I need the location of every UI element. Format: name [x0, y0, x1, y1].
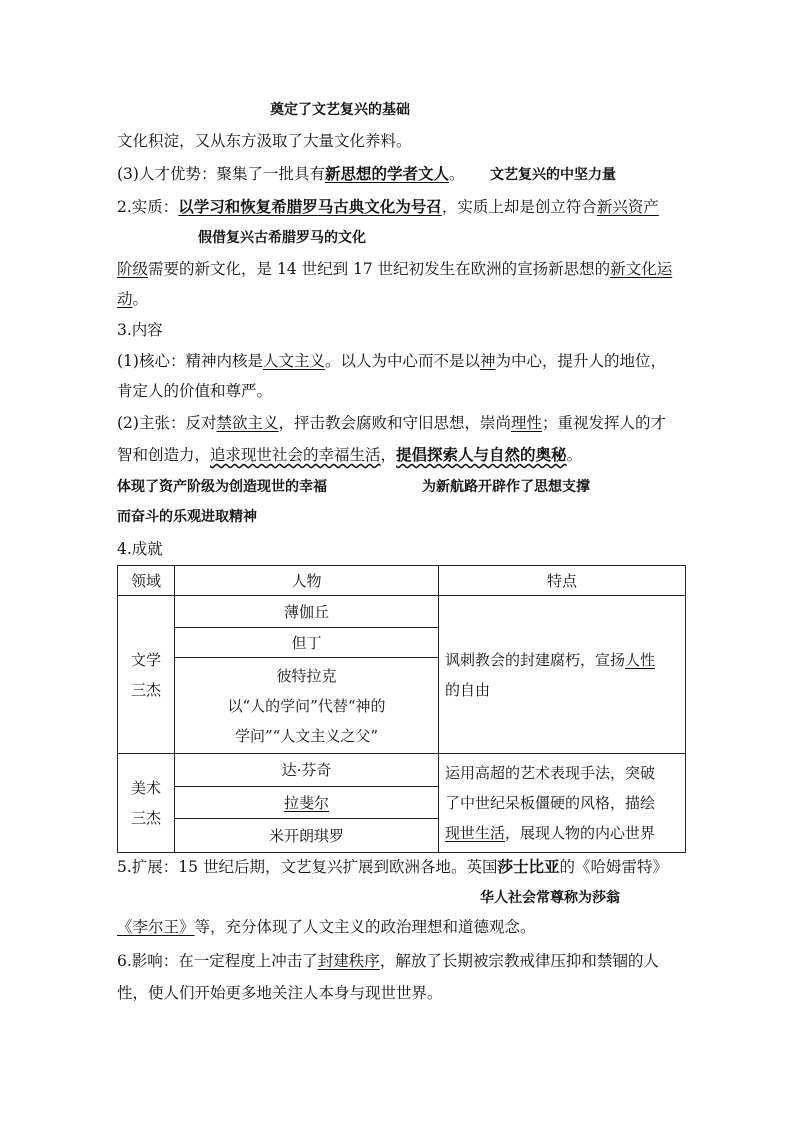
text: (3)人才优势：聚集了一批具有 [117, 165, 325, 183]
text: ，展现人物的内心世界 [505, 824, 656, 842]
text: ，实质上却是创立符合 [441, 198, 597, 216]
text: 需要的新文化，是 14 世纪到 17 世纪初发生在欧洲的宣扬新思想的 [148, 260, 611, 278]
paragraph-line: 文化积淀，又从东方汲取了大量文化养料。 [117, 132, 412, 150]
annotation-foundation: 奠定了文艺复兴的基础 [270, 102, 410, 118]
header-field: 领域 [118, 566, 175, 596]
underlined-text: 新兴资产 [596, 198, 659, 216]
person-cell [175, 786, 439, 819]
text: 等，充分体现了人文主义的政治理想和道德观念。 [194, 918, 536, 936]
header-feature: 特点 [439, 566, 686, 596]
paragraph-line: 性，使人们开始更多地关注人本身与现世世界。 [117, 984, 443, 1002]
annotation-shakespeare: 华人社会常尊称为莎翁 [480, 890, 620, 906]
person-cell: 薄伽丘 [175, 596, 439, 628]
text: ，抨击教会腐败和守旧思想，崇尚 [278, 414, 511, 432]
annotation-happiness: 而奋斗的乐观进取精神 [117, 509, 257, 525]
underlined-text: 以学习和恢复希腊罗马古典文化为号召 [178, 198, 442, 216]
field-label: 文学 [130, 650, 161, 669]
table-row [118, 596, 686, 628]
person-cell: 达·芬奇 [175, 754, 439, 787]
table-row [118, 754, 686, 787]
section-heading: 3.内容 [117, 321, 163, 339]
person-note: 学问”“人文主义之父” [234, 726, 378, 745]
person-cell: 米开朗琪罗 [175, 819, 439, 853]
text: (2)主张：反对 [117, 414, 217, 432]
feature-literature [439, 596, 686, 754]
paragraph-line: 肯定人的价值和尊严。 [117, 382, 273, 400]
person-name: 彼特拉克 [276, 666, 337, 685]
underlined-text: 《李尔王》 [117, 918, 195, 936]
annotation-core-force: 文艺复兴的中坚力量 [490, 167, 616, 183]
person-cell: 但丁 [175, 628, 439, 658]
achievements-table [117, 565, 686, 853]
text: 6.影响：在一定程度上冲击了 [117, 952, 318, 970]
paragraph-line [117, 445, 582, 465]
bold-text: 莎士比亚 [497, 858, 560, 876]
field-literature [118, 596, 175, 754]
wavy-underlined-text: 提倡探索人与自然的奥秘 [396, 446, 567, 464]
underlined-text: 动 [117, 290, 133, 308]
paragraph-line [117, 857, 668, 877]
paragraph-line [117, 917, 536, 937]
underlined-text: 阶级 [117, 260, 149, 278]
underlined-text: 新文化运 [610, 260, 673, 278]
annotation-happiness: 体现了资产阶级为创造现世的幸福 [117, 479, 327, 495]
paragraph-line [117, 951, 659, 971]
text: 了中世纪呆板僵硬的风格，描绘 [445, 794, 656, 812]
underlined-text: 神 [480, 352, 496, 370]
annotation-navigation: 为新航路开辟作了思想支撑 [422, 479, 590, 495]
text: 智和创造力， [117, 446, 211, 464]
paragraph-line [117, 164, 465, 184]
underlined-text: 拉斐尔 [283, 793, 329, 812]
text: 5.扩展：15 世纪后期，文艺复兴扩展到欧洲各地。英国 [117, 858, 498, 876]
text: 2.实质： [117, 198, 179, 216]
annotation-fake: 假借复兴古希腊罗马的文化 [198, 230, 366, 246]
underlined-text: 现世生活 [445, 824, 506, 842]
paragraph-line [117, 351, 666, 371]
underlined-text: 封建秩序 [317, 952, 380, 970]
text: 。以人为中心而不是以 [324, 352, 480, 370]
text: (1)核心：精神内核是 [117, 352, 263, 370]
text: ；重视发挥人的才 [542, 414, 667, 432]
field-label: 三杰 [130, 680, 161, 699]
text: 。 [566, 446, 583, 464]
field-label: 三杰 [130, 809, 161, 827]
underlined-text: 人文主义 [262, 352, 325, 370]
text: ，解放了长期被宗教戒律压抑和禁锢的人 [379, 952, 659, 970]
underlined-text: 禁欲主义 [216, 414, 279, 432]
feature-art [439, 754, 686, 853]
text: ， [380, 446, 397, 464]
table-header-row [118, 566, 686, 596]
underlined-text: 人性 [625, 650, 656, 669]
paragraph-line [117, 197, 659, 217]
field-label: 美术 [130, 779, 161, 797]
field-art [118, 754, 175, 853]
paragraph-line [117, 413, 666, 433]
section-heading: 4.成就 [117, 540, 163, 558]
underlined-text: 新思想的学者文人 [324, 165, 449, 183]
header-person: 人物 [175, 566, 439, 596]
wavy-underlined-text: 追求现世社会的幸福生活 [210, 446, 381, 464]
paragraph-line [117, 259, 672, 279]
person-note: 以“人的学问”代替“神的 [227, 696, 386, 715]
text: 为中心，提升人的地位， [495, 352, 667, 370]
paragraph-line [117, 289, 148, 309]
person-cell [175, 658, 439, 754]
text: 。 [448, 165, 465, 183]
text: 讽刺教会的封建腐朽，宣扬 [445, 650, 626, 669]
text: 运用高超的艺术表现手法，突破 [445, 764, 656, 782]
text: 的自由 [445, 680, 491, 699]
underlined-text: 理性 [511, 414, 543, 432]
text: 的《哈姆雷特》 [559, 858, 668, 876]
text: 。 [132, 290, 149, 308]
